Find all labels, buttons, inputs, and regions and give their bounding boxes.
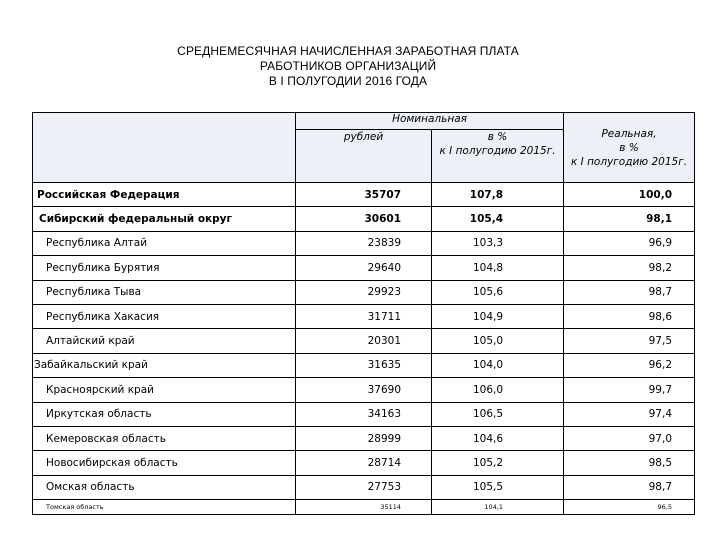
- header-real-line-1: Реальная,: [601, 127, 657, 140]
- row-real: 98,7: [564, 475, 695, 499]
- row-pct: 105,4: [432, 207, 564, 231]
- header-rub: рублей: [296, 130, 432, 183]
- row-pct: 104,1: [432, 500, 564, 515]
- row-real: 98,7: [564, 280, 695, 304]
- row-real: 100,0: [564, 183, 695, 207]
- row-real: 98,5: [564, 451, 695, 475]
- row-pct: 105,0: [432, 329, 564, 353]
- row-rub: 20301: [296, 329, 432, 353]
- title-line-2: РАБОТНИКОВ ОРГАНИЗАЦИЙ: [259, 59, 437, 73]
- row-rub: 37690: [296, 378, 432, 402]
- table-row: [33, 329, 695, 353]
- table-row: [33, 500, 695, 515]
- header-empty-cell: [33, 113, 296, 183]
- row-rub: 27753: [296, 475, 432, 499]
- table-row: [33, 378, 695, 402]
- row-real: 97,5: [564, 329, 695, 353]
- row-rub: 28999: [296, 426, 432, 450]
- row-name: Республика Бурятия: [33, 256, 296, 280]
- table-row: [33, 280, 695, 304]
- row-pct: 105,2: [432, 451, 564, 475]
- row-pct: 105,5: [432, 475, 564, 499]
- table-row: [33, 426, 695, 450]
- row-rub: 23839: [296, 231, 432, 255]
- row-rub: 31711: [296, 304, 432, 328]
- row-pct: 104,0: [432, 353, 564, 377]
- row-name: Республика Хакасия: [33, 304, 296, 328]
- row-name: Алтайский край: [33, 329, 296, 353]
- header-pct: [432, 130, 564, 183]
- header-real-line-2: в %: [619, 141, 639, 154]
- row-pct: 104,6: [432, 426, 564, 450]
- row-rub: 29923: [296, 280, 432, 304]
- header-pct-line-1: в %: [487, 131, 508, 143]
- header-real: [564, 113, 695, 183]
- row-rub: 34163: [296, 402, 432, 426]
- row-pct: 104,9: [432, 304, 564, 328]
- row-name: Томская область: [33, 500, 296, 515]
- row-pct: 107,8: [432, 183, 564, 207]
- row-pct: 105,6: [432, 280, 564, 304]
- row-name: Республика Тыва: [33, 280, 296, 304]
- table-row: [33, 402, 695, 426]
- row-real: 96,5: [564, 500, 695, 515]
- row-name: Республика Алтай: [33, 231, 296, 255]
- row-real: 97,0: [564, 426, 695, 450]
- row-real: 96,9: [564, 231, 695, 255]
- salary-table: [32, 112, 695, 515]
- row-real: 98,1: [564, 207, 695, 231]
- row-rub: 35114: [296, 500, 432, 515]
- row-name: Красноярский край: [33, 378, 296, 402]
- row-real: 99,7: [564, 378, 695, 402]
- document-title: [0, 44, 696, 89]
- table-row: [33, 183, 695, 207]
- table-row: [33, 231, 695, 255]
- title-line-1: СРЕДНЕМЕСЯЧНАЯ НАЧИСЛЕННАЯ ЗАРАБОТНАЯ ПЛАТА: [177, 44, 519, 58]
- row-pct: 106,0: [432, 378, 564, 402]
- header-real-line-3: к I полугодию 2015г.: [570, 155, 688, 168]
- row-rub: 28714: [296, 451, 432, 475]
- row-name: Забайкальский край: [33, 353, 296, 377]
- row-real: 97,4: [564, 402, 695, 426]
- header-nominal: Номинальная: [296, 113, 564, 130]
- row-real: 98,2: [564, 256, 695, 280]
- row-name: Кемеровская область: [33, 426, 296, 450]
- table-row: [33, 451, 695, 475]
- table-row: [33, 256, 695, 280]
- row-name: Российская Федерация: [33, 183, 296, 207]
- row-pct: 103,3: [432, 231, 564, 255]
- table-row: [33, 304, 695, 328]
- table-row: [33, 475, 695, 499]
- row-real: 98,6: [564, 304, 695, 328]
- row-rub: 31635: [296, 353, 432, 377]
- table-row: [33, 353, 695, 377]
- header-row-1: [33, 113, 695, 130]
- row-rub: 30601: [296, 207, 432, 231]
- row-name: Новосибирская область: [33, 451, 296, 475]
- row-name: Омская область: [33, 475, 296, 499]
- row-pct: 104,8: [432, 256, 564, 280]
- table-row: [33, 207, 695, 231]
- row-pct: 106,5: [432, 402, 564, 426]
- row-real: 96,2: [564, 353, 695, 377]
- header-pct-line-2: к I полугодию 2015г.: [439, 145, 556, 157]
- row-name: Иркутская область: [33, 402, 296, 426]
- row-name: Сибирский федеральный округ: [33, 207, 296, 231]
- title-line-3: В I ПОЛУГОДИИ 2016 ГОДА: [268, 74, 428, 88]
- row-rub: 29640: [296, 256, 432, 280]
- row-rub: 35707: [296, 183, 432, 207]
